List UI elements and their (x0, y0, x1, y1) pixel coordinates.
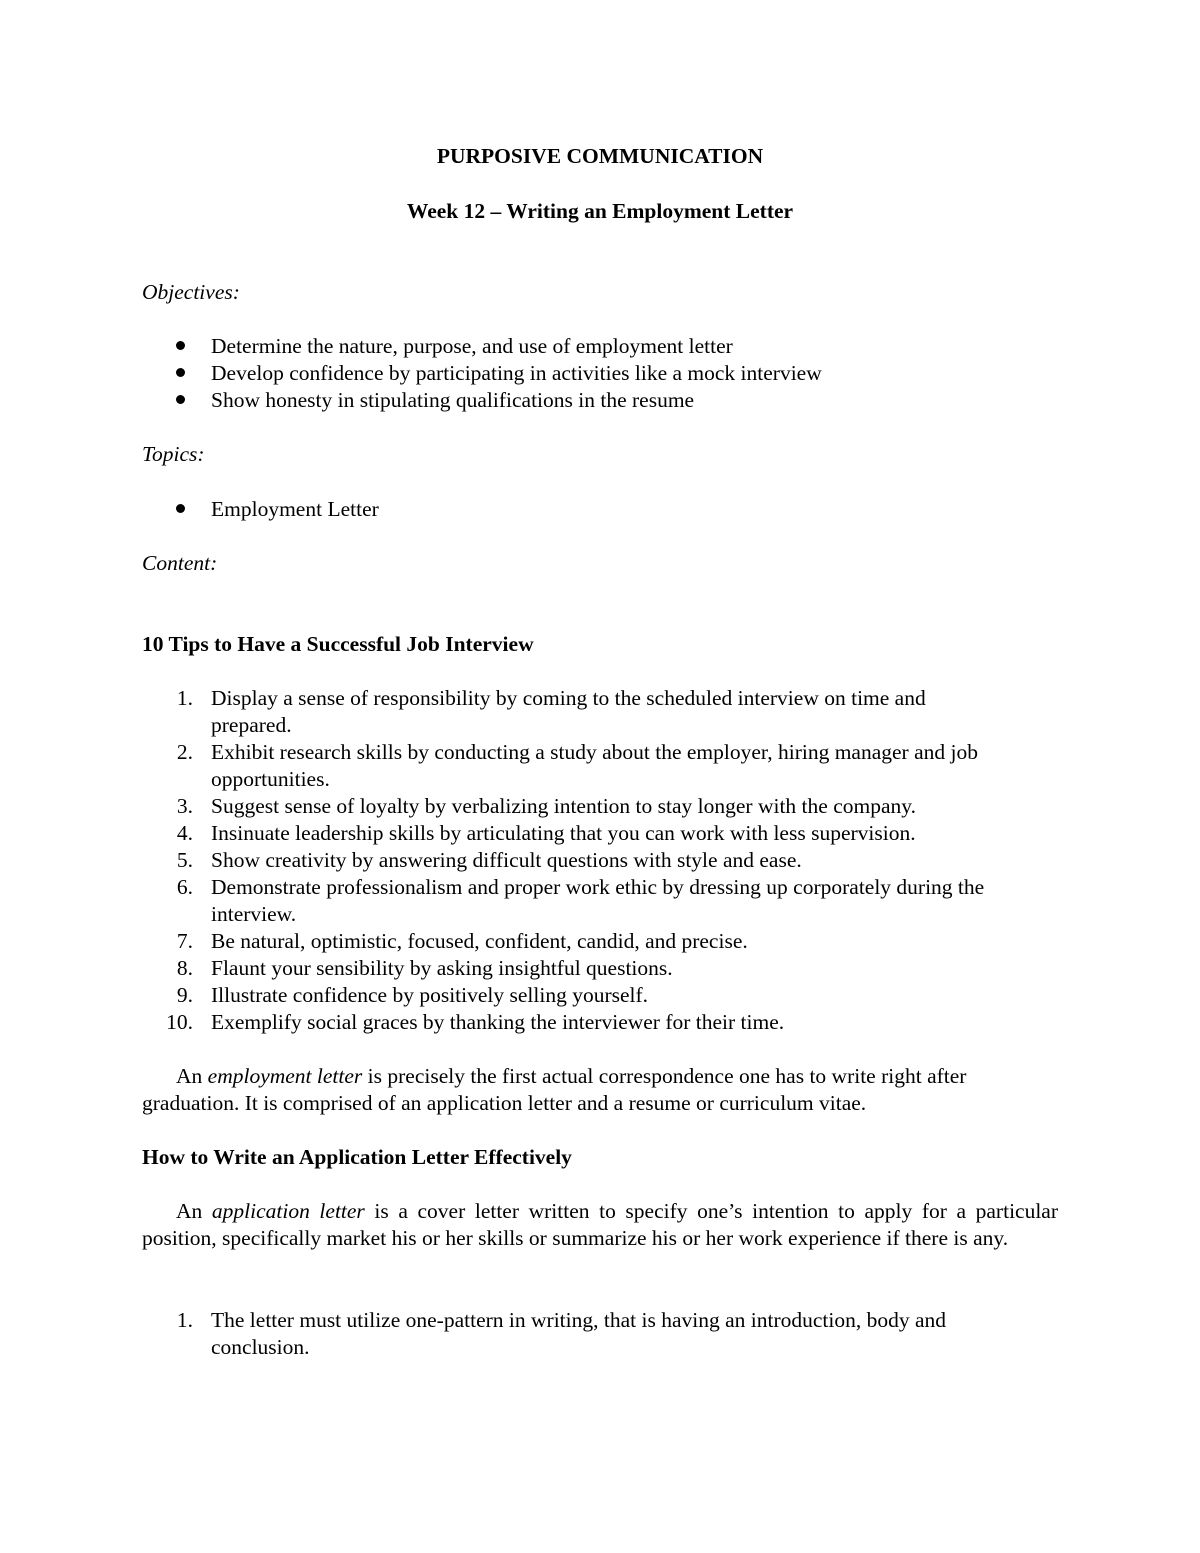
paragraph-prefix: An (176, 1199, 212, 1223)
list-number: 3. (176, 794, 193, 818)
tip-text: Illustrate confidence by positively selling yourself. (211, 983, 649, 1007)
tips-heading: 10 Tips to Have a Successful Job Interview (142, 632, 534, 656)
list-number: 8. (176, 956, 193, 980)
list-number: 2. (176, 740, 193, 764)
objective-text: Develop confidence by participating in activities like a mock interview (211, 361, 822, 385)
topic-text: Employment Letter (211, 497, 379, 521)
bullet-icon (176, 504, 185, 513)
list-number: 1. (176, 686, 193, 710)
application-paragraph (142, 1198, 1058, 1252)
objectives-label: Objectives: (142, 280, 240, 304)
list-number: 9. (176, 983, 193, 1007)
tip-text: Demonstrate professionalism and proper work ethic by dressing up corporately during the (211, 875, 985, 899)
bullet-icon (176, 395, 185, 404)
list-number: 7. (176, 929, 193, 953)
tip-text: Display a sense of responsibility by coming to the scheduled interview on time and (211, 686, 926, 710)
tip-text: Insinuate leadership skills by articulating that you can work with less supervision. (211, 821, 916, 845)
employment-letter-term: employment letter (207, 1064, 363, 1088)
objective-text: Show honesty in stipulating qualifications in the resume (211, 388, 695, 412)
document-subtitle: Week 12 – Writing an Employment Letter (406, 199, 794, 223)
tip-text: Exhibit research skills by conducting a study about the employer, hiring manager and job (211, 740, 978, 764)
bullet-icon (176, 368, 185, 377)
application-heading: How to Write an Application Letter Effectively (142, 1145, 572, 1169)
bullet-icon (176, 341, 185, 350)
tip-text: opportunities. (211, 767, 330, 791)
list-number: 10. (166, 1010, 193, 1034)
list-item-text: The letter must utilize one-pattern in writing, that is having an introduction, body and (211, 1308, 947, 1332)
tip-text: Be natural, optimistic, focused, confident, candid, and precise. (211, 929, 748, 953)
application-letter-term: application letter (211, 1199, 365, 1223)
list-number: 6. (176, 875, 193, 899)
tip-text: Show creativity by answering difficult questions with style and ease. (211, 848, 802, 872)
list-number: 5. (176, 848, 193, 872)
list-item-text: conclusion. (211, 1335, 310, 1359)
tip-text: interview. (211, 902, 297, 926)
list-number: 1. (176, 1308, 193, 1332)
tip-text: Suggest sense of loyalty by verbalizing intention to stay longer with the company. (211, 794, 916, 818)
content-label: Content: (142, 551, 218, 575)
paragraph-text: is a cover letter written to specify one’s intention to apply for a particular position, specifically market his or her skills or summarize his or her work experience if there is any. (142, 1199, 1059, 1250)
paragraph-line (176, 1063, 966, 1090)
tip-text: Flaunt your sensibility by asking insightful questions. (211, 956, 673, 980)
paragraph-text: is precisely the first actual correspondence one has to write right after (362, 1064, 967, 1088)
document-title: PURPOSIVE COMMUNICATION (436, 144, 764, 168)
list-number: 4. (176, 821, 193, 845)
tip-text: Exemplify social graces by thanking the interviewer for their time. (211, 1010, 785, 1034)
paragraph-line: graduation. It is comprised of an application letter and a resume or curriculum vitae. (142, 1091, 867, 1115)
topics-label: Topics: (142, 442, 205, 466)
objective-text: Determine the nature, purpose, and use of employment letter (211, 334, 733, 358)
tip-text: prepared. (211, 713, 292, 737)
paragraph-prefix: An (176, 1064, 208, 1088)
